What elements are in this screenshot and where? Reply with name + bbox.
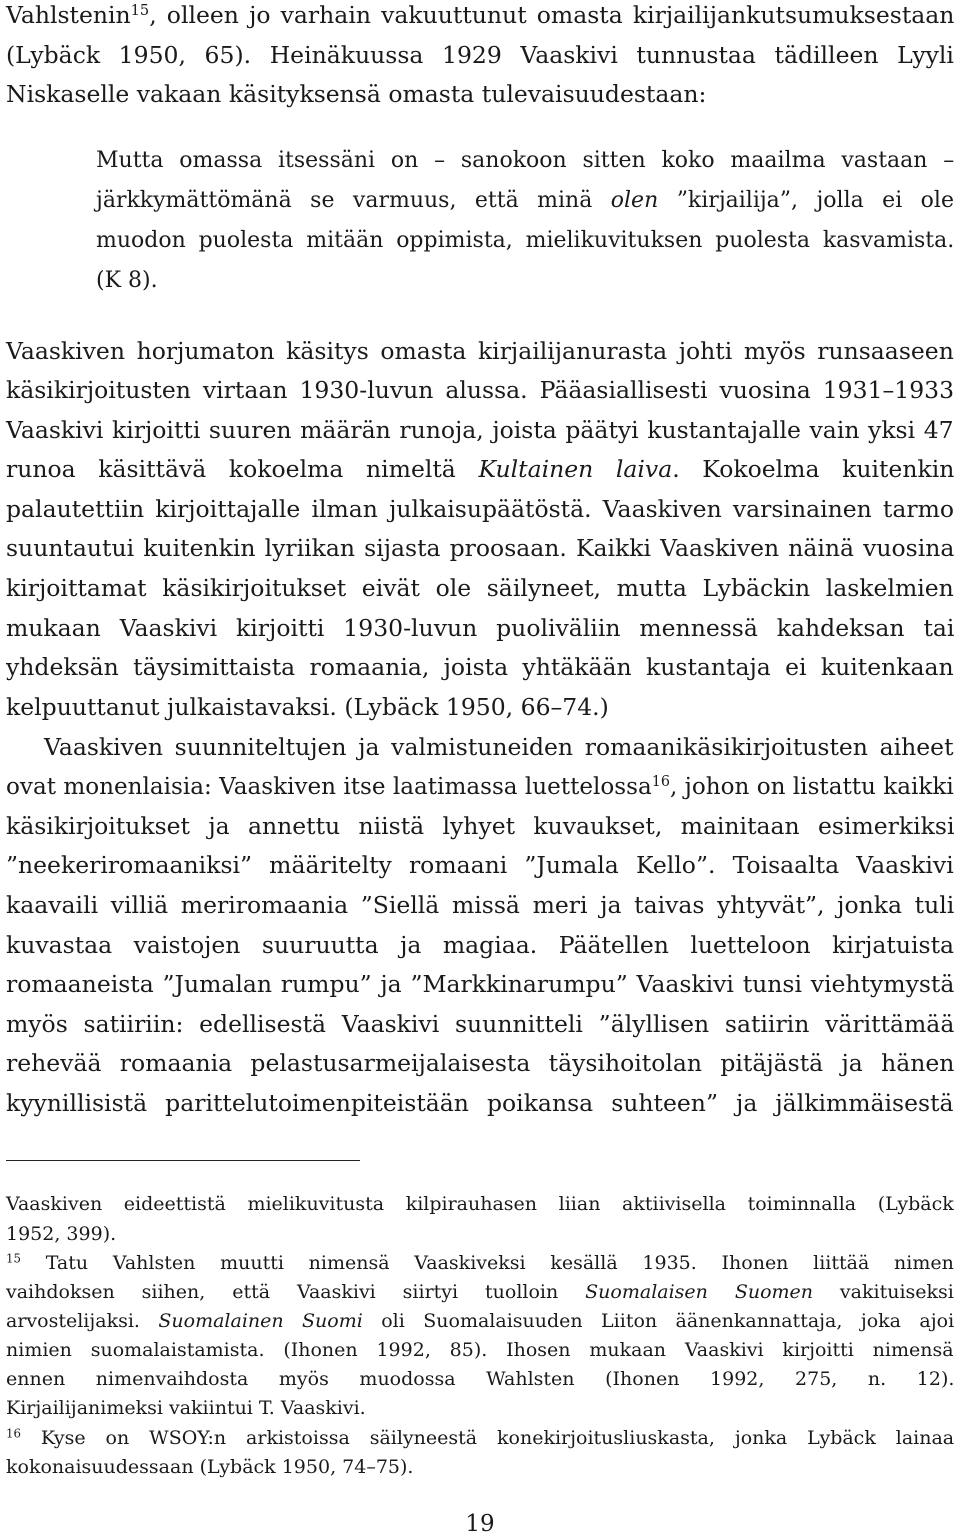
- body-line: käsikirjoitusten virtaan 1930-luvun alussa. Pääasiallisesti vuosina 1931–1933: [6, 376, 955, 404]
- body-line: (Lybäck 1950, 65). Heinäkuussa 1929 Vaaskivi tunnustaa tädilleen Lyyli: [6, 41, 954, 69]
- body-line: yhdeksän täysimittaista romaania, joista yhtäkään kustantaja ei kuitenkaan: [6, 653, 954, 681]
- body-line: kyynillisistä parittelutoimenpiteistään poikansa suhteen” ja jälkimmäisestä: [6, 1089, 954, 1117]
- footnote-15: $^{15}$ Tatu Vahlsten muutti nimensä Vaaskiveksi kesällä 1935. Ihonen liittää nimen: [6, 1251, 954, 1274]
- footnote-line: arvostelijaksi. Suomalainen Suomi oli Suomalaisuuden Liiton äänenkannattaja, joka ajoi: [6, 1310, 955, 1332]
- body-line: kirjoittamat käsikirjoitukset eivät ole säilyneet, mutta Lybäckin laskelmien: [6, 574, 954, 602]
- body-line: Vaaskiven suunniteltujen ja valmistuneiden romaanikäsikirjoitusten aiheet: [44, 733, 954, 761]
- footnote-line: Vaaskiven eideettistä mielikuvitusta kilpirauhasen liian aktiivisella toiminnalla (Lybäck: [6, 1193, 954, 1215]
- body-line: ”neekeriromaaniksi” määritelty romaani ”Jumala Kello”. Toisaalta Vaaskivi: [6, 851, 954, 879]
- body-line: mukaan Vaaskivi kirjoitti 1930-luvun puoliväliin mennessä kahdeksan tai: [6, 614, 955, 642]
- body-line: myös satiiriin: edellisestä Vaaskivi suunnitteli ”älyllisen satiirin värittämää: [6, 1010, 955, 1038]
- footnote-separator: [6, 1160, 360, 1161]
- book-title: Kultainen laiva: [478, 455, 673, 483]
- body-line: rehevää romaania pelastusarmeijalaisesta täysihoitolan pitäjästä ja hänen: [6, 1049, 955, 1077]
- footnote-line: 1952, 399).: [6, 1223, 117, 1245]
- body-line: Vaaskivi kirjoitti suuren määrän runoja, joista päätyi kustantajalle vain yksi 47: [6, 416, 954, 444]
- footnote-line: ennen nimenvaihdosta myös muodossa Wahlsten (Ihonen 1992, 275, n. 12).: [6, 1368, 955, 1390]
- body-line: suuntautui kuitenkin lyriikan sijasta proosaan. Kaikki Vaaskiven näinä vuosina: [6, 534, 955, 562]
- body-line: kuvastaa vaistojen suuruutta ja magiaa. Päätellen luetteloon kirjatuista: [6, 931, 955, 959]
- footnote-number: 16: [6, 1426, 21, 1441]
- body-line: käsikirjoitukset ja annettu niistä lyhyet kuvaukset, mainitaan esimerkiksi: [6, 812, 955, 840]
- body-line: Niskaselle vakaan käsityksensä omasta tulevaisuudestaan:: [6, 80, 707, 108]
- block-quote-line: järkkymättömänä se varmuus, että minä olen ”kirjailija”, jolla ei ole: [96, 188, 954, 213]
- footnote-line: kokonaisuudessaan (Lybäck 1950, 74–75).: [6, 1456, 414, 1478]
- block-quote-line: (K 8).: [96, 268, 158, 293]
- footnote-line: Kirjailijanimeksi vakiintui T. Vaaskivi.: [6, 1397, 366, 1419]
- body-line: kelpuuttanut julkaistavaksi. (Lybäck 1950, 66–74.): [6, 693, 609, 721]
- body-line: Vaaskiven horjumaton käsitys omasta kirjailijanurasta johti myös runsaaseen: [6, 337, 954, 365]
- page-number: 19: [465, 1511, 495, 1537]
- body-line: ovat monenlaisia: Vaaskiven itse laatimassa luettelossa$^{16}$, johon on listattu kaikki: [6, 772, 954, 800]
- footnote-line: nimien suomalaistamista. (Ihonen 1992, 85). Ihosen mukaan Vaaskivi kirjoitti nimensä: [6, 1339, 954, 1361]
- body-line: Vahlstenin$^{15}$, olleen jo varhain vakuuttunut omasta kirjailijankutsumuksestaan: [6, 1, 955, 29]
- body-line: romaaneista ”Jumalan rumpu” ja ”Markkinarumpu” Vaaskivi tunsi viehtymystä: [6, 970, 955, 998]
- footnote-ref-15[interactable]: 15: [130, 2, 150, 19]
- footnote-number: 15: [6, 1251, 21, 1266]
- block-quote-line: muodon puolesta mitään oppimista, mielikuvituksen puolesta kasvamista.: [96, 228, 955, 253]
- body-line: runoa käsittävä kokoelma nimeltä Kultainen laiva. Kokoelma kuitenkin: [6, 455, 955, 483]
- body-line: palautettiin kirjoittajalle ilman julkaisupäätöstä. Vaaskiven varsinainen tarmo: [6, 495, 955, 523]
- body-line: kaavaili villiä meriromaania ”Siellä missä meri ja taivas yhtyvät”, jonka tuli: [6, 891, 955, 919]
- footnote-line: vaihdoksen siihen, että Vaaskivi siirtyi tuolloin Suomalaisen Suomen vakituiseksi: [6, 1281, 954, 1303]
- footnote-ref-16[interactable]: 16: [651, 773, 670, 790]
- block-quote-line: Mutta omassa itsessäni on – sanokoon sitten koko maailma vastaan –: [96, 148, 955, 173]
- footnote-16: $^{16}$ Kyse on WSOY:n arkistoissa säilyneestä konekirjoitusliuskasta, jonka Lybäck lainaa: [6, 1426, 955, 1449]
